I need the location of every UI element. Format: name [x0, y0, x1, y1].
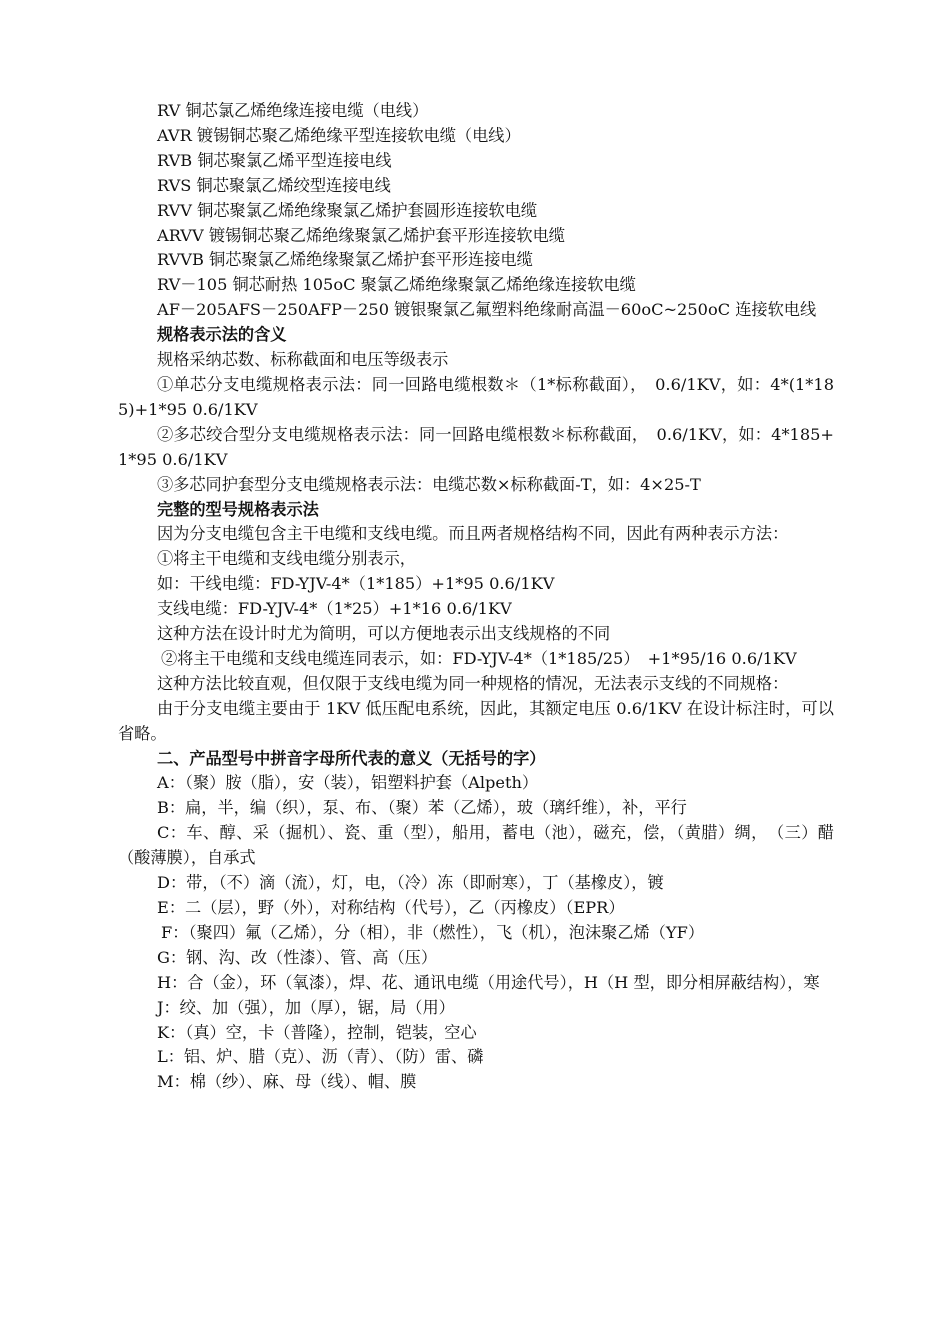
paragraph: 如：干线电缆：FD-YJV-4*（1*185）+1*95 0.6/1KV — [157, 574, 555, 594]
paragraph: G：钢、沟、改（性漆）、管、高（压） — [157, 947, 438, 967]
paragraph: ②多芯绞合型分支电缆规格表示法：同一回路电缆根数＊标称截面， 0.6/1KV，如：4*185+1*95 0.6/1KV — [118, 424, 834, 469]
paragraph: L：铝、炉、腊（克）、沥（青）、（防）雷、磷 — [157, 1047, 484, 1067]
paragraph: ①将主干电缆和支线电缆分别表示， — [157, 549, 416, 569]
paragraph: C：车、醇、采（掘机）、瓷、重（型），船用，蓄电（池），磁充，偿，（黄腊）绸， （三）醋（酸薄膜），自承式 — [118, 823, 834, 868]
paragraph: RVV 铜芯聚氯乙烯绝缘聚氯乙烯护套圆形连接软电缆 — [157, 200, 538, 220]
paragraph: 由于分支电缆主要由于 1KV 低压配电系统，因此，其额定电压 0.6/1KV 在设计标注时，可以省略。 — [118, 698, 834, 743]
paragraph: M：棉（纱）、麻、母（线）、帽、膜 — [157, 1072, 417, 1092]
paragraph: ①单芯分支电缆规格表示法：同一回路电缆根数＊（1*标称截面）， 0.6/1KV，如：4*(1*185)+1*95 0.6/1KV — [118, 374, 834, 419]
paragraph: A：（聚）胺（脂），安（装），铝塑料护套（Alpeth） — [157, 773, 539, 793]
paragraph: F：（聚四）氟（乙烯），分（相），非（燃性），飞（机），泡沫聚乙烯（YF） — [161, 922, 705, 942]
paragraph: E：二（层），野（外），对称结构（代号），乙（丙橡皮）（EPR） — [157, 898, 625, 917]
paragraph: ARVV 镀锡铜芯聚乙烯绝缘聚氯乙烯护套平形连接软电缆 — [157, 225, 565, 245]
paragraph: RV－105 铜芯耐热 105oC 聚氯乙烯绝缘聚氯乙烯绝缘连接软电缆 — [157, 275, 636, 295]
section-heading: 二、产品型号中拼音字母所代表的意义（无括号的字） — [157, 748, 546, 768]
paragraph: 这种方法比较直观，但仅限于支线电缆为同一种规格的情况，无法表示支线的不同规格： — [157, 673, 789, 693]
paragraph: D：带，（不）滴（流），灯，电，（冷）冻（即耐寒），丁（基橡皮），镀 — [157, 873, 664, 893]
paragraph: 支线电缆：FD-YJV-4*（1*25）+1*16 0.6/1KV — [157, 599, 512, 619]
paragraph: RV 铜芯氯乙烯绝缘连接电缆（电线） — [157, 101, 429, 120]
paragraph: RVS 铜芯聚氯乙烯绞型连接电线 — [157, 175, 391, 195]
paragraph: ③多芯同护套型分支电缆规格表示法：电缆芯数×标称截面-T，如：4×25-T — [157, 474, 701, 494]
paragraph: 这种方法在设计时尤为简明，可以方便地表示出支线规格的不同 — [157, 624, 611, 644]
paragraph: 规格采纳芯数、标称截面和电压等级表示 — [157, 350, 449, 370]
paragraph: AVR 镀锡铜芯聚乙烯绝缘平型连接软电缆（电线） — [157, 125, 521, 145]
paragraph: ②将主干电缆和支线电缆连同表示，如：FD-YJV-4*（1*185/25） +1*95/16 0.6/1KV — [161, 648, 797, 668]
paragraph: 因为分支电缆包含主干电缆和支线电缆。而且两者规格结构不同，因此有两种表示方法： — [157, 524, 789, 544]
paragraph: RVB 铜芯聚氯乙烯平型连接电线 — [157, 150, 392, 170]
section-heading: 规格表示法的含义 — [157, 325, 287, 345]
document-body — [118, 99, 834, 1095]
paragraph: H：合（金），环（氧漆），焊、花、通讯电缆（用途代号），H（H 型，即分相屏蔽结构），寒 — [157, 972, 820, 992]
paragraph: B：扁，半，编（织），泵、布、（聚）苯（乙烯），玻（璃纤维），补，平行 — [157, 798, 687, 818]
section-heading: 完整的型号规格表示法 — [157, 499, 319, 519]
paragraph: RVVB 铜芯聚氯乙烯绝缘聚氯乙烯护套平形连接电缆 — [157, 250, 533, 270]
paragraph: J：绞、加（强），加（厚），锯，局（用） — [157, 997, 455, 1017]
paragraph: K：（真）空，卡（普隆），控制，铠装，空心 — [157, 1022, 477, 1042]
paragraph: AF－205AFS－250AFP－250 镀银聚氯乙氟塑料绝缘耐高温－60oC~250oC 连接软电线 — [157, 300, 817, 320]
